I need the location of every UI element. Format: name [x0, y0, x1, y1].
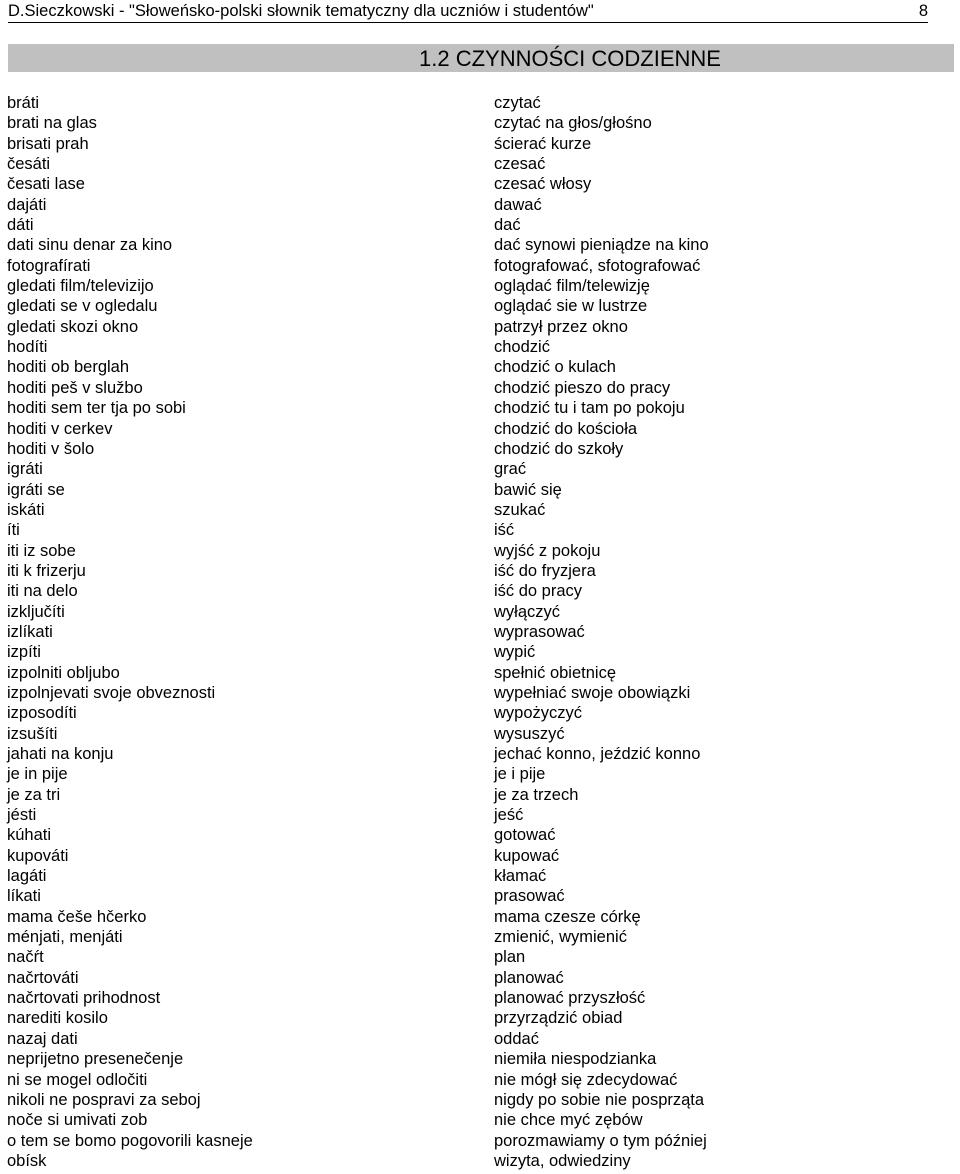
slovene-term: izpolniti obljubo	[7, 663, 120, 682]
polish-translation: bawić się	[494, 480, 562, 499]
vocab-entry	[0, 825, 960, 845]
vocab-entry	[0, 724, 960, 744]
vocab-entry	[0, 561, 960, 581]
page-number: 8	[918, 2, 928, 20]
polish-translation: dawać	[494, 195, 542, 214]
slovene-term: obísk	[7, 1151, 47, 1170]
polish-translation: chodzić do szkoły	[494, 439, 624, 458]
slovene-term: dajáti	[7, 195, 47, 214]
polish-translation: planować przyszłość	[494, 989, 646, 1008]
polish-translation: nie chce myć zębów	[494, 1111, 643, 1130]
vocab-entry	[0, 154, 960, 174]
vocab-entry	[0, 764, 960, 784]
vocab-entry	[0, 602, 960, 622]
slovene-term: dáti	[7, 216, 34, 235]
vocab-entry	[0, 1090, 960, 1110]
slovene-term: kúhati	[7, 826, 52, 845]
slovene-term: izlíkati	[7, 622, 53, 641]
vocab-entry	[0, 93, 960, 113]
slovene-term: načrtovati prihodnost	[7, 989, 161, 1008]
vocab-entry	[0, 480, 960, 500]
slovene-term: izsušíti	[7, 724, 58, 743]
section-title: 1.2 CZYNNOŚCI CODZIENNE	[419, 46, 721, 71]
vocab-entry	[0, 683, 960, 703]
vocab-entry	[0, 276, 960, 296]
polish-translation: wyłączyć	[494, 602, 561, 621]
vocab-entry	[0, 622, 960, 642]
vocab-entry	[0, 357, 960, 377]
vocab-entry	[0, 703, 960, 723]
vocab-entry	[0, 886, 960, 906]
polish-translation: chodzić	[494, 338, 550, 357]
polish-translation: oglądać sie w lustrze	[494, 297, 648, 316]
vocab-entry	[0, 296, 960, 316]
slovene-term: iti na delo	[7, 582, 78, 601]
slovene-term: gledati se v ogledalu	[7, 297, 158, 316]
section-heading-band	[8, 44, 954, 72]
vocab-entry	[0, 235, 960, 255]
slovene-term: kupováti	[7, 846, 69, 865]
polish-translation: oddać	[494, 1029, 539, 1048]
polish-translation: czesać włosy	[494, 175, 592, 194]
vocab-entry	[0, 988, 960, 1008]
slovene-term: gledati skozi okno	[7, 317, 139, 336]
polish-translation: plan	[494, 948, 526, 967]
vocab-entry	[0, 256, 960, 276]
polish-translation: prasować	[494, 887, 565, 906]
vocab-entry	[0, 785, 960, 805]
slovene-term: jahati na konju	[7, 745, 114, 763]
slovene-term: bráti	[7, 94, 40, 112]
slovene-term: iti k frizerju	[7, 561, 86, 580]
vocab-entry	[0, 927, 960, 947]
polish-translation: wypić	[494, 643, 536, 662]
slovene-term: ni se mogel odločiti	[7, 1070, 148, 1089]
vocab-entry	[0, 1131, 960, 1151]
slovene-term: hoditi v šolo	[7, 439, 95, 458]
polish-translation: wizyta, odwiedziny	[494, 1151, 631, 1170]
polish-translation: czesać	[494, 155, 546, 174]
vocab-entry	[0, 805, 960, 825]
slovene-term: nikoli ne pospravi za seboj	[7, 1090, 201, 1109]
page-header	[8, 0, 928, 22]
polish-translation: grać	[494, 460, 527, 479]
slovene-term: je za tri	[7, 785, 61, 804]
polish-translation: spełnić obietnicę	[494, 663, 616, 682]
polish-translation: planować	[494, 968, 564, 987]
document-title: D.Sieczkowski - "Słoweńsko-polski słownik tematyczny dla uczniów i studentów"	[8, 2, 594, 20]
slovene-term: načrtováti	[7, 968, 79, 987]
polish-translation: przyrządzić obiad	[494, 1009, 623, 1028]
vocab-entry	[0, 134, 960, 154]
slovene-term: íti	[7, 521, 20, 540]
polish-translation: wyprasować	[494, 622, 585, 641]
slovene-term: hoditi sem ter tja po sobi	[7, 399, 186, 418]
polish-translation: fotografować, sfotografować	[494, 256, 701, 275]
polish-translation: je i pije	[494, 765, 546, 784]
slovene-term: načŕt	[7, 948, 44, 967]
vocab-entry	[0, 500, 960, 520]
polish-translation: nigdy po sobie nie posprząta	[494, 1090, 705, 1109]
vocab-entry	[0, 968, 960, 988]
polish-translation: kupować	[494, 846, 560, 865]
vocab-entry	[0, 215, 960, 235]
slovene-term: narediti kosilo	[7, 1009, 108, 1028]
slovene-term: noče si umivati zob	[7, 1111, 148, 1130]
vocab-entry	[0, 1151, 960, 1171]
slovene-term: igráti se	[7, 480, 65, 499]
slovene-term: hoditi peš v službo	[7, 378, 143, 397]
slovene-term: jésti	[7, 806, 37, 825]
vocab-entry	[0, 907, 960, 927]
slovene-term: hoditi ob berglah	[7, 358, 130, 377]
slovene-term: izpolnjevati svoje obveznosti	[7, 683, 216, 702]
vocab-entry	[0, 1029, 960, 1049]
polish-translation: mama czesze córkę	[494, 907, 641, 926]
slovene-term: ménjati, menjáti	[7, 928, 123, 947]
slovene-term: brati na glas	[7, 114, 97, 133]
vocab-entry	[0, 1110, 960, 1130]
slovene-term: iti iz sobe	[7, 541, 76, 560]
header-divider	[8, 22, 928, 23]
polish-translation: oglądać film/telewizję	[494, 277, 650, 296]
vocab-entry	[0, 459, 960, 479]
vocab-entry	[0, 947, 960, 967]
polish-translation: iść do pracy	[494, 582, 583, 601]
slovene-term: izposodíti	[7, 704, 77, 723]
vocabulary-list	[0, 93, 960, 1171]
polish-translation: czytać	[494, 94, 541, 112]
polish-translation: chodzić tu i tam po pokoju	[494, 399, 685, 418]
polish-translation: patrzył przez okno	[494, 317, 628, 336]
polish-translation: zmienić, wymienić	[494, 928, 627, 947]
slovene-term: mama češe hčerko	[7, 907, 147, 926]
slovene-term: fotografírati	[7, 256, 91, 275]
polish-translation: porozmawiamy o tym później	[494, 1131, 707, 1150]
polish-translation: wyjść z pokoju	[494, 541, 601, 560]
vocab-entry	[0, 642, 960, 662]
vocab-entry	[0, 581, 960, 601]
polish-translation: iść do fryzjera	[494, 561, 596, 580]
vocab-entry	[0, 195, 960, 215]
slovene-term: hodíti	[7, 338, 48, 357]
vocab-entry	[0, 419, 960, 439]
vocab-entry	[0, 744, 960, 764]
slovene-term: lagáti	[7, 867, 47, 886]
vocab-entry	[0, 398, 960, 418]
polish-translation: wysuszyć	[494, 724, 565, 743]
slovene-term: izključíti	[7, 602, 65, 621]
slovene-term: nazaj dati	[7, 1029, 78, 1048]
vocab-entry	[0, 663, 960, 683]
slovene-term: brisati prah	[7, 134, 89, 153]
polish-translation: jechać konno, jeździć konno	[494, 745, 701, 763]
vocab-entry	[0, 1049, 960, 1069]
slovene-term: dati sinu denar za kino	[7, 236, 173, 255]
slovene-term: igráti	[7, 460, 43, 479]
polish-translation: je za trzech	[494, 785, 579, 804]
slovene-term: hoditi v cerkev	[7, 419, 113, 438]
vocab-entry	[0, 439, 960, 459]
slovene-term: gledati film/televizijo	[7, 277, 154, 296]
polish-translation: nie mógł się zdecydować	[494, 1070, 678, 1089]
polish-translation: chodzić do kościoła	[494, 419, 638, 438]
slovene-term: neprijetno presenečenje	[7, 1050, 184, 1069]
slovene-term: o tem se bomo pogovorili kasneje	[7, 1131, 253, 1150]
polish-translation: chodzić o kulach	[494, 358, 616, 377]
vocab-entry	[0, 846, 960, 866]
slovene-term: česáti	[7, 155, 51, 174]
polish-translation: jeść	[494, 806, 524, 825]
vocab-entry	[0, 317, 960, 337]
vocab-entry	[0, 1008, 960, 1028]
vocab-entry	[0, 174, 960, 194]
polish-translation: dać synowi pieniądze na kino	[494, 236, 709, 255]
polish-translation: ścierać kurze	[494, 134, 592, 153]
polish-translation: wypożyczyć	[494, 704, 583, 723]
polish-translation: kłamać	[494, 867, 547, 886]
slovene-term: česati lase	[7, 175, 85, 194]
polish-translation: wypełniać swoje obowiązki	[494, 683, 691, 702]
polish-translation: niemiła niespodzianka	[494, 1050, 657, 1069]
vocab-entry	[0, 337, 960, 357]
vocab-entry	[0, 866, 960, 886]
polish-translation: czytać na głos/głośno	[494, 114, 652, 133]
slovene-term: líkati	[7, 887, 41, 906]
vocab-entry	[0, 113, 960, 133]
slovene-term: je in pije	[7, 765, 68, 784]
slovene-term: izpíti	[7, 643, 41, 662]
polish-translation: szukać	[494, 500, 546, 519]
vocab-entry	[0, 378, 960, 398]
vocab-entry	[0, 520, 960, 540]
polish-translation: iść	[494, 521, 515, 540]
polish-translation: chodzić pieszo do pracy	[494, 378, 671, 397]
vocab-entry	[0, 1070, 960, 1090]
polish-translation: gotować	[494, 826, 556, 845]
polish-translation: dać	[494, 216, 521, 235]
slovene-term: iskáti	[7, 500, 45, 519]
vocab-entry	[0, 541, 960, 561]
